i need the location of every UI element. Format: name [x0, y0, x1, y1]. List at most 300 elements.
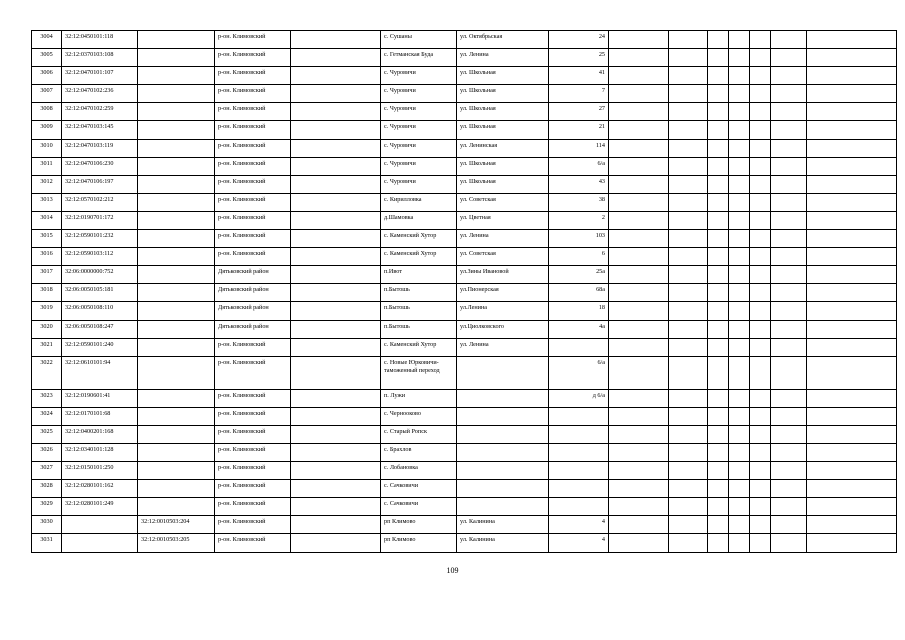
- cell-empty: [609, 175, 669, 193]
- cell-cadastral-number: 32:06:0000000:752: [62, 266, 138, 284]
- cell-district: р-он. Климовский: [215, 425, 291, 443]
- cell-empty: [807, 338, 897, 356]
- cell-empty: [291, 302, 381, 320]
- cell-empty: [291, 139, 381, 157]
- cell-cadastral-number: 32:12:0590103:112: [62, 248, 138, 266]
- cell-empty: [291, 338, 381, 356]
- cell-empty: [750, 31, 771, 49]
- cell-settlement: с. Каменский Хутор: [381, 338, 457, 356]
- cell-street: [457, 480, 549, 498]
- cell-district: р-он. Климовский: [215, 103, 291, 121]
- cell-empty: [750, 85, 771, 103]
- cell-empty: [750, 516, 771, 534]
- cell-row-number: 3014: [32, 211, 62, 229]
- cell-empty: [609, 248, 669, 266]
- cell-empty: [771, 443, 807, 461]
- cell-row-number: 3031: [32, 534, 62, 552]
- cell-cadastral-number-alt: [138, 49, 215, 67]
- cell-settlement: с. Новые Юрковичи-таможенный переход: [381, 356, 457, 389]
- cell-empty: [291, 193, 381, 211]
- cell-cadastral-number-alt: [138, 193, 215, 211]
- cell-house-number: 7: [549, 85, 609, 103]
- cell-cadastral-number-alt: [138, 266, 215, 284]
- cell-empty: [291, 103, 381, 121]
- cell-empty: [729, 175, 750, 193]
- cell-cadastral-number-alt: [138, 443, 215, 461]
- cell-house-number: д 6/а: [549, 389, 609, 407]
- cell-empty: [609, 443, 669, 461]
- cell-empty: [807, 480, 897, 498]
- cell-street: ул. Ленина: [457, 49, 549, 67]
- cell-row-number: 3029: [32, 498, 62, 516]
- cell-empty: [750, 49, 771, 67]
- cell-empty: [708, 425, 729, 443]
- cell-cadastral-number-alt: [138, 284, 215, 302]
- cell-street: ул. Школьная: [457, 103, 549, 121]
- cell-empty: [708, 211, 729, 229]
- cell-empty: [669, 425, 708, 443]
- cell-settlement: с. Чуровичи: [381, 175, 457, 193]
- cell-empty: [729, 516, 750, 534]
- cell-house-number: 4а: [549, 320, 609, 338]
- cell-empty: [669, 230, 708, 248]
- cell-empty: [669, 534, 708, 552]
- cell-house-number: [549, 498, 609, 516]
- cell-empty: [771, 356, 807, 389]
- cell-cadastral-number: 32:12:0280101:162: [62, 480, 138, 498]
- cell-cadastral-number-alt: [138, 157, 215, 175]
- cell-empty: [291, 49, 381, 67]
- cell-empty: [669, 103, 708, 121]
- cell-row-number: 3011: [32, 157, 62, 175]
- cell-row-number: 3020: [32, 320, 62, 338]
- cell-empty: [750, 498, 771, 516]
- cell-cadastral-number: 32:12:0400201:168: [62, 425, 138, 443]
- cell-empty: [750, 157, 771, 175]
- cell-cadastral-number: 32:12:0470101:107: [62, 67, 138, 85]
- cell-empty: [669, 356, 708, 389]
- cell-street: ул. Калинина: [457, 516, 549, 534]
- cell-street: ул. Школьная: [457, 175, 549, 193]
- page-number: 109: [446, 566, 459, 575]
- cell-settlement: с. Чуровичи: [381, 67, 457, 85]
- cell-settlement: с. Старый Ропск: [381, 425, 457, 443]
- cell-empty: [807, 356, 897, 389]
- cell-empty: [729, 443, 750, 461]
- cell-empty: [729, 284, 750, 302]
- cell-district: р-он. Климовский: [215, 516, 291, 534]
- cell-empty: [708, 67, 729, 85]
- cell-settlement: с. Чуровичи: [381, 139, 457, 157]
- cell-empty: [669, 320, 708, 338]
- table-row: [32, 157, 897, 175]
- cell-house-number: 25а: [549, 266, 609, 284]
- cell-empty: [771, 407, 807, 425]
- cell-empty: [708, 462, 729, 480]
- cell-empty: [669, 462, 708, 480]
- cell-empty: [609, 157, 669, 175]
- cell-empty: [609, 85, 669, 103]
- cell-empty: [807, 443, 897, 461]
- cell-cadastral-number: [62, 534, 138, 552]
- cell-settlement: д.Шамовка: [381, 211, 457, 229]
- cell-empty: [750, 103, 771, 121]
- cell-empty: [291, 67, 381, 85]
- cell-settlement: с. Брахлов: [381, 443, 457, 461]
- cell-cadastral-number: 32:12:0190701:172: [62, 211, 138, 229]
- cell-district: р-он. Климовский: [215, 211, 291, 229]
- table-row: [32, 534, 897, 552]
- cell-house-number: 27: [549, 103, 609, 121]
- cell-empty: [708, 31, 729, 49]
- table-row: [32, 356, 897, 389]
- cell-cadastral-number-alt: [138, 462, 215, 480]
- cell-empty: [771, 480, 807, 498]
- cell-street: ул. Ленинская: [457, 139, 549, 157]
- cell-cadastral-number-alt: 32:12:0010503:205: [138, 534, 215, 552]
- cell-empty: [609, 320, 669, 338]
- cell-empty: [771, 103, 807, 121]
- cell-cadastral-number: 32:06:0050108:247: [62, 320, 138, 338]
- cell-empty: [609, 284, 669, 302]
- cell-house-number: 21: [549, 121, 609, 139]
- cell-district: р-он. Климовский: [215, 175, 291, 193]
- cell-empty: [669, 338, 708, 356]
- cell-settlement: с. Каменский Хутор: [381, 248, 457, 266]
- cell-empty: [609, 516, 669, 534]
- cell-empty: [669, 407, 708, 425]
- table-row: [32, 49, 897, 67]
- cell-empty: [708, 389, 729, 407]
- cell-row-number: 3010: [32, 139, 62, 157]
- cell-empty: [771, 284, 807, 302]
- cell-cadastral-number: 32:12:0590101:240: [62, 338, 138, 356]
- cell-empty: [609, 534, 669, 552]
- cell-cadastral-number-alt: [138, 248, 215, 266]
- cell-empty: [609, 193, 669, 211]
- cell-empty: [807, 193, 897, 211]
- cell-empty: [291, 407, 381, 425]
- cell-district: Дятьковский район: [215, 284, 291, 302]
- cell-cadastral-number-alt: [138, 211, 215, 229]
- cell-street: ул.Зины Ивановой: [457, 266, 549, 284]
- cell-empty: [807, 67, 897, 85]
- cell-empty: [291, 121, 381, 139]
- cell-empty: [729, 31, 750, 49]
- cell-empty: [807, 302, 897, 320]
- cell-empty: [807, 266, 897, 284]
- cell-street: [457, 462, 549, 480]
- table-row: [32, 85, 897, 103]
- cell-empty: [708, 443, 729, 461]
- cell-cadastral-number: [62, 516, 138, 534]
- cell-empty: [291, 534, 381, 552]
- cell-empty: [771, 462, 807, 480]
- cell-row-number: 3012: [32, 175, 62, 193]
- cell-empty: [669, 193, 708, 211]
- cell-empty: [669, 175, 708, 193]
- cell-empty: [729, 193, 750, 211]
- cell-street: [457, 407, 549, 425]
- cell-empty: [669, 49, 708, 67]
- cell-empty: [750, 320, 771, 338]
- cell-settlement: с. Чуровичи: [381, 121, 457, 139]
- cell-empty: [291, 284, 381, 302]
- cell-empty: [291, 389, 381, 407]
- cell-empty: [750, 443, 771, 461]
- cell-district: р-он. Климовский: [215, 480, 291, 498]
- cell-district: р-он. Климовский: [215, 443, 291, 461]
- cell-district: р-он. Климовский: [215, 139, 291, 157]
- cell-house-number: [549, 425, 609, 443]
- cell-empty: [771, 425, 807, 443]
- cell-empty: [771, 157, 807, 175]
- cell-empty: [669, 516, 708, 534]
- cell-empty: [729, 356, 750, 389]
- cell-empty: [291, 85, 381, 103]
- cell-empty: [708, 480, 729, 498]
- cell-empty: [771, 31, 807, 49]
- table-row: [32, 338, 897, 356]
- cell-settlement: с. Чуровичи: [381, 85, 457, 103]
- cell-settlement: с. Чернооково: [381, 407, 457, 425]
- cell-district: р-он. Климовский: [215, 248, 291, 266]
- cell-row-number: 3025: [32, 425, 62, 443]
- cell-empty: [669, 302, 708, 320]
- cell-empty: [807, 516, 897, 534]
- cell-cadastral-number-alt: [138, 230, 215, 248]
- cell-empty: [729, 320, 750, 338]
- cell-house-number: [549, 338, 609, 356]
- cell-empty: [609, 49, 669, 67]
- cell-empty: [729, 425, 750, 443]
- cell-empty: [708, 534, 729, 552]
- table-row: [32, 103, 897, 121]
- cell-street: ул. Калинина: [457, 534, 549, 552]
- cell-street: ул. Школьная: [457, 67, 549, 85]
- table-row: [32, 443, 897, 461]
- cell-street: ул. Ленина: [457, 338, 549, 356]
- cell-empty: [771, 139, 807, 157]
- cell-street: ул. Ленина: [457, 230, 549, 248]
- table-row: [32, 266, 897, 284]
- cell-row-number: 3018: [32, 284, 62, 302]
- cell-settlement: с. Сушаны: [381, 31, 457, 49]
- cell-district: р-он. Климовский: [215, 498, 291, 516]
- cell-empty: [807, 103, 897, 121]
- cell-empty: [609, 338, 669, 356]
- cell-cadastral-number-alt: [138, 407, 215, 425]
- table-row: [32, 389, 897, 407]
- registry-table: [31, 30, 897, 553]
- cell-house-number: [549, 407, 609, 425]
- cell-empty: [609, 389, 669, 407]
- cell-cadastral-number: 32:12:0370103:108: [62, 49, 138, 67]
- cell-empty: [609, 266, 669, 284]
- cell-district: р-он. Климовский: [215, 462, 291, 480]
- cell-empty: [609, 103, 669, 121]
- cell-street: ул. Школьная: [457, 121, 549, 139]
- cell-empty: [750, 338, 771, 356]
- cell-row-number: 3013: [32, 193, 62, 211]
- cell-district: р-он. Климовский: [215, 338, 291, 356]
- cell-empty: [729, 338, 750, 356]
- cell-empty: [708, 266, 729, 284]
- cell-district: р-он. Климовский: [215, 49, 291, 67]
- cell-empty: [729, 157, 750, 175]
- cell-empty: [669, 480, 708, 498]
- cell-empty: [291, 443, 381, 461]
- table-row: [32, 320, 897, 338]
- cell-empty: [669, 157, 708, 175]
- cell-street: ул. Школьная: [457, 85, 549, 103]
- cell-row-number: 3021: [32, 338, 62, 356]
- cell-house-number: [549, 443, 609, 461]
- table-row: [32, 193, 897, 211]
- cell-empty: [729, 67, 750, 85]
- cell-empty: [291, 498, 381, 516]
- cell-empty: [750, 425, 771, 443]
- cell-empty: [609, 121, 669, 139]
- cell-empty: [729, 49, 750, 67]
- cell-row-number: 3028: [32, 480, 62, 498]
- cell-empty: [708, 302, 729, 320]
- cell-empty: [708, 498, 729, 516]
- cell-cadastral-number: 32:12:0450101:118: [62, 31, 138, 49]
- cell-house-number: 25: [549, 49, 609, 67]
- cell-empty: [708, 407, 729, 425]
- cell-empty: [669, 389, 708, 407]
- table-row: [32, 516, 897, 534]
- cell-row-number: 3024: [32, 407, 62, 425]
- cell-empty: [729, 211, 750, 229]
- cell-empty: [807, 407, 897, 425]
- cell-cadastral-number-alt: [138, 103, 215, 121]
- cell-empty: [750, 284, 771, 302]
- table-row: [32, 462, 897, 480]
- cell-empty: [771, 534, 807, 552]
- cell-cadastral-number: 32:12:0170101:68: [62, 407, 138, 425]
- cell-district: р-он. Климовский: [215, 157, 291, 175]
- cell-empty: [771, 338, 807, 356]
- cell-empty: [750, 480, 771, 498]
- cell-empty: [291, 462, 381, 480]
- cell-row-number: 3027: [32, 462, 62, 480]
- cell-street: ул. Школьная: [457, 157, 549, 175]
- cell-empty: [771, 266, 807, 284]
- cell-settlement: с. Сачковичи: [381, 498, 457, 516]
- cell-empty: [771, 320, 807, 338]
- cell-empty: [807, 498, 897, 516]
- cell-house-number: [549, 480, 609, 498]
- cell-row-number: 3009: [32, 121, 62, 139]
- cell-empty: [750, 534, 771, 552]
- cell-empty: [609, 480, 669, 498]
- table-row: [32, 425, 897, 443]
- cell-cadastral-number-alt: [138, 356, 215, 389]
- cell-empty: [750, 175, 771, 193]
- cell-cadastral-number-alt: [138, 338, 215, 356]
- cell-empty: [729, 103, 750, 121]
- cell-house-number: 38: [549, 193, 609, 211]
- cell-empty: [609, 356, 669, 389]
- cell-empty: [807, 534, 897, 552]
- table-row: [32, 175, 897, 193]
- cell-cadastral-number: 32:12:0340101:128: [62, 443, 138, 461]
- cell-empty: [750, 67, 771, 85]
- cell-empty: [291, 356, 381, 389]
- cell-cadastral-number: 32:12:0190601:41: [62, 389, 138, 407]
- cell-empty: [708, 175, 729, 193]
- cell-street: ул.Пионерская: [457, 284, 549, 302]
- cell-cadastral-number: 32:12:0590101:232: [62, 230, 138, 248]
- cell-empty: [771, 230, 807, 248]
- cell-empty: [771, 175, 807, 193]
- cell-settlement: с. Сачковичи: [381, 480, 457, 498]
- cell-cadastral-number-alt: [138, 175, 215, 193]
- cell-house-number: 114: [549, 139, 609, 157]
- cell-street: ул.Ленина: [457, 302, 549, 320]
- cell-empty: [708, 85, 729, 103]
- cell-empty: [609, 230, 669, 248]
- cell-house-number: 2: [549, 211, 609, 229]
- table-row: [32, 31, 897, 49]
- table-row: [32, 248, 897, 266]
- cell-empty: [807, 284, 897, 302]
- cell-house-number: 68а: [549, 284, 609, 302]
- cell-empty: [291, 175, 381, 193]
- cell-row-number: 3030: [32, 516, 62, 534]
- cell-cadastral-number: 32:12:0470103:145: [62, 121, 138, 139]
- cell-district: р-он. Климовский: [215, 85, 291, 103]
- cell-empty: [771, 498, 807, 516]
- cell-empty: [807, 389, 897, 407]
- cell-district: р-он. Климовский: [215, 67, 291, 85]
- cell-empty: [807, 139, 897, 157]
- cell-street: [457, 498, 549, 516]
- cell-house-number: 24: [549, 31, 609, 49]
- cell-empty: [609, 139, 669, 157]
- cell-settlement: п.Бытошь: [381, 320, 457, 338]
- cell-empty: [729, 139, 750, 157]
- cell-cadastral-number: 32:12:0610101:94: [62, 356, 138, 389]
- cell-cadastral-number: 32:12:0470103:119: [62, 139, 138, 157]
- cell-empty: [708, 516, 729, 534]
- cell-empty: [609, 67, 669, 85]
- cell-settlement: рп Климово: [381, 516, 457, 534]
- cell-cadastral-number: 32:12:0470106:230: [62, 157, 138, 175]
- cell-empty: [750, 211, 771, 229]
- cell-house-number: 41: [549, 67, 609, 85]
- cell-district: р-он. Климовский: [215, 230, 291, 248]
- cell-empty: [609, 462, 669, 480]
- cell-cadastral-number: 32:12:0280101:249: [62, 498, 138, 516]
- cell-empty: [750, 121, 771, 139]
- cell-empty: [807, 157, 897, 175]
- cell-row-number: 3007: [32, 85, 62, 103]
- cell-district: р-он. Климовский: [215, 534, 291, 552]
- cell-empty: [750, 356, 771, 389]
- cell-street: ул. Октябрьская: [457, 31, 549, 49]
- registry-body: [32, 31, 897, 553]
- cell-district: р-он. Климовский: [215, 193, 291, 211]
- cell-cadastral-number-alt: [138, 320, 215, 338]
- cell-cadastral-number: 32:12:0470102:259: [62, 103, 138, 121]
- cell-empty: [771, 193, 807, 211]
- cell-empty: [771, 211, 807, 229]
- cell-settlement: п.Ивот: [381, 266, 457, 284]
- cell-empty: [708, 338, 729, 356]
